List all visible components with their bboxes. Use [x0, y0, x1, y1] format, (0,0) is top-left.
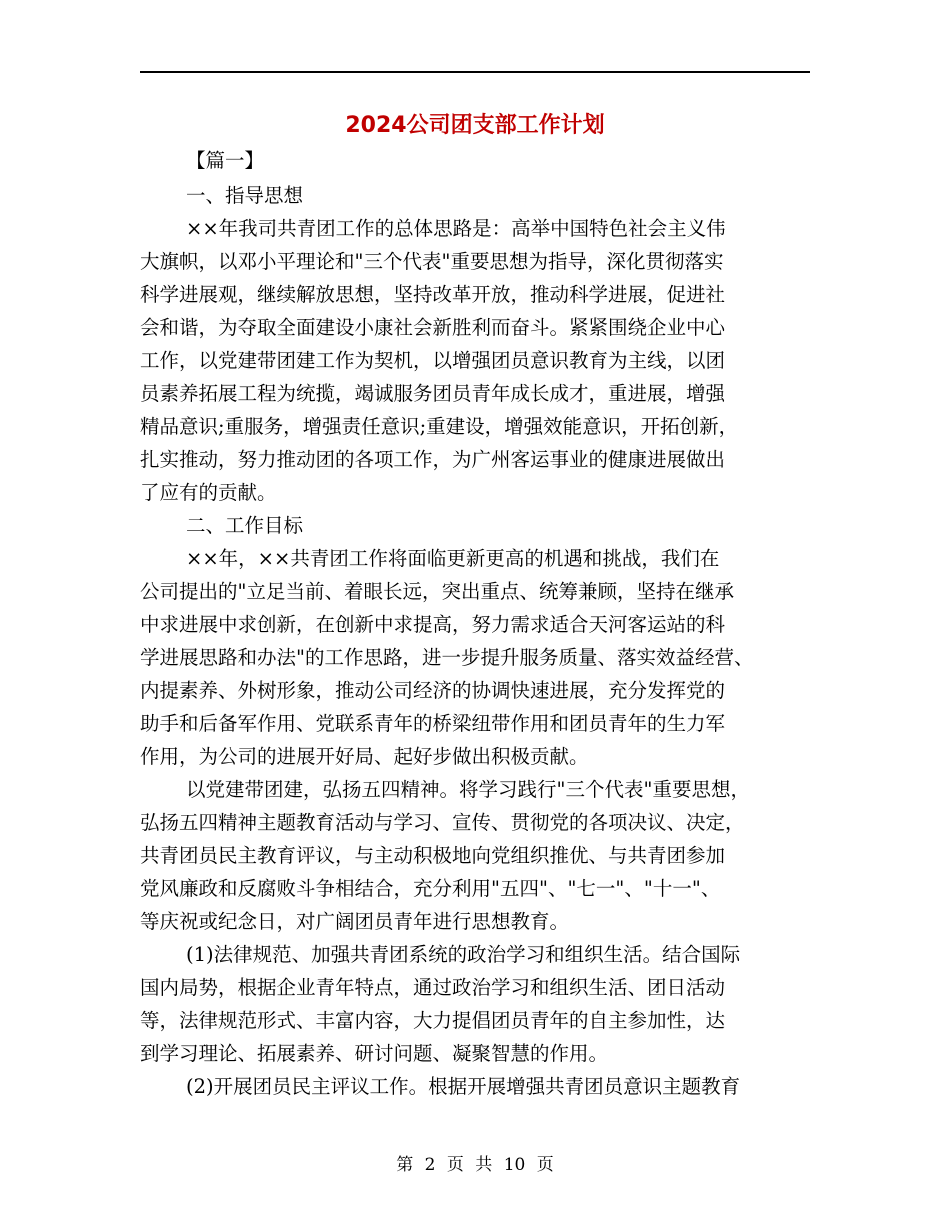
body-line: 会和谐，为夺取全面建设小康社会新胜利而奋斗。紧紧围绕企业中心: [140, 316, 726, 339]
body-line: 到学习理论、拓展素养、研讨问题、凝聚智慧的作用。: [140, 1042, 609, 1065]
heading-work-goals: 二、工作目标: [186, 514, 304, 537]
body-line: 国内局势，根据企业青年特点，通过政治学习和组织生活、团日活动: [140, 976, 726, 999]
body-line: 内提素养、外树形象，推动公司经济的协调快速进展，充分发挥党的: [140, 679, 726, 702]
body-line: (2)开展团员民主评议工作。根据开展增强共青团员意识主题教育: [186, 1075, 741, 1098]
body-line: 党风廉政和反腐败斗争相结合，充分利用"五四"、"七一"、"十一"、: [140, 877, 721, 900]
body-line: 共青团员民主教育评议，与主动积极地向党组织推优、与共青团参加: [140, 844, 726, 867]
body-line: 精品意识;重服务，增强责任意识;重建设，增强效能意识，开拓创新，: [140, 415, 739, 438]
body-line: ××年，××共青团工作将面临更新更高的机遇和挑战，我们在: [186, 547, 720, 570]
body-line: 以党建带团建，弘扬五四精神。将学习践行"三个代表"重要思想，: [186, 778, 750, 801]
document-title: 2024公司团支部工作计划: [345, 113, 605, 138]
heading-guiding-ideology: 一、指导思想: [186, 184, 304, 207]
body-line: ××年我司共青团工作的总体思路是：高举中国特色社会主义伟: [186, 217, 726, 240]
body-line: 助手和后备军作用、党联系青年的桥梁纽带作用和团员青年的生力军: [140, 712, 726, 735]
body-line: 科学进展观，继续解放思想，坚持改革开放，推动科学进展，促进社: [140, 283, 726, 306]
header-rule: [140, 71, 810, 73]
body-line: 等，法律规范形式、丰富内容，大力提倡团员青年的自主参加性，达: [140, 1009, 726, 1032]
page-footer: 第 2 页 共 10 页: [396, 1155, 554, 1175]
body-line: 弘扬五四精神主题教育活动与学习、宣传、贯彻党的各项决议、决定，: [140, 811, 745, 834]
body-line: (1)法律规范、加强共青团系统的政治学习和组织生活。结合国际: [186, 943, 741, 966]
body-line: 等庆祝或纪念日，对广阔团员青年进行思想教育。: [140, 910, 570, 933]
body-line: 大旗帜，以邓小平理论和"三个代表"重要思想为指导，深化贯彻落实: [140, 250, 724, 273]
body-line: 了应有的贡献。: [140, 481, 277, 504]
body-line: 工作，以党建带团建工作为契机，以增强团员意识教育为主线，以团: [140, 349, 726, 372]
section-marker: 【篇一】: [186, 149, 265, 172]
body-line: 学进展思路和办法"的工作思路，进一步提升服务质量、落实效益经营、: [140, 646, 754, 669]
body-line: 员素养拓展工程为统揽，竭诚服务团员青年成长成才，重进展，增强: [140, 382, 726, 405]
body-line: 中求进展中求创新，在创新中求提高，努力需求适合天河客运站的科: [140, 613, 726, 636]
body-line: 作用，为公司的进展开好局、起好步做出积极贡献。: [140, 745, 589, 768]
body-line: 公司提出的"立足当前、着眼长远，突出重点、统筹兼顾，坚持在继承: [140, 580, 734, 603]
body-line: 扎实推动，努力推动团的各项工作，为广州客运事业的健康进展做出: [140, 448, 726, 471]
